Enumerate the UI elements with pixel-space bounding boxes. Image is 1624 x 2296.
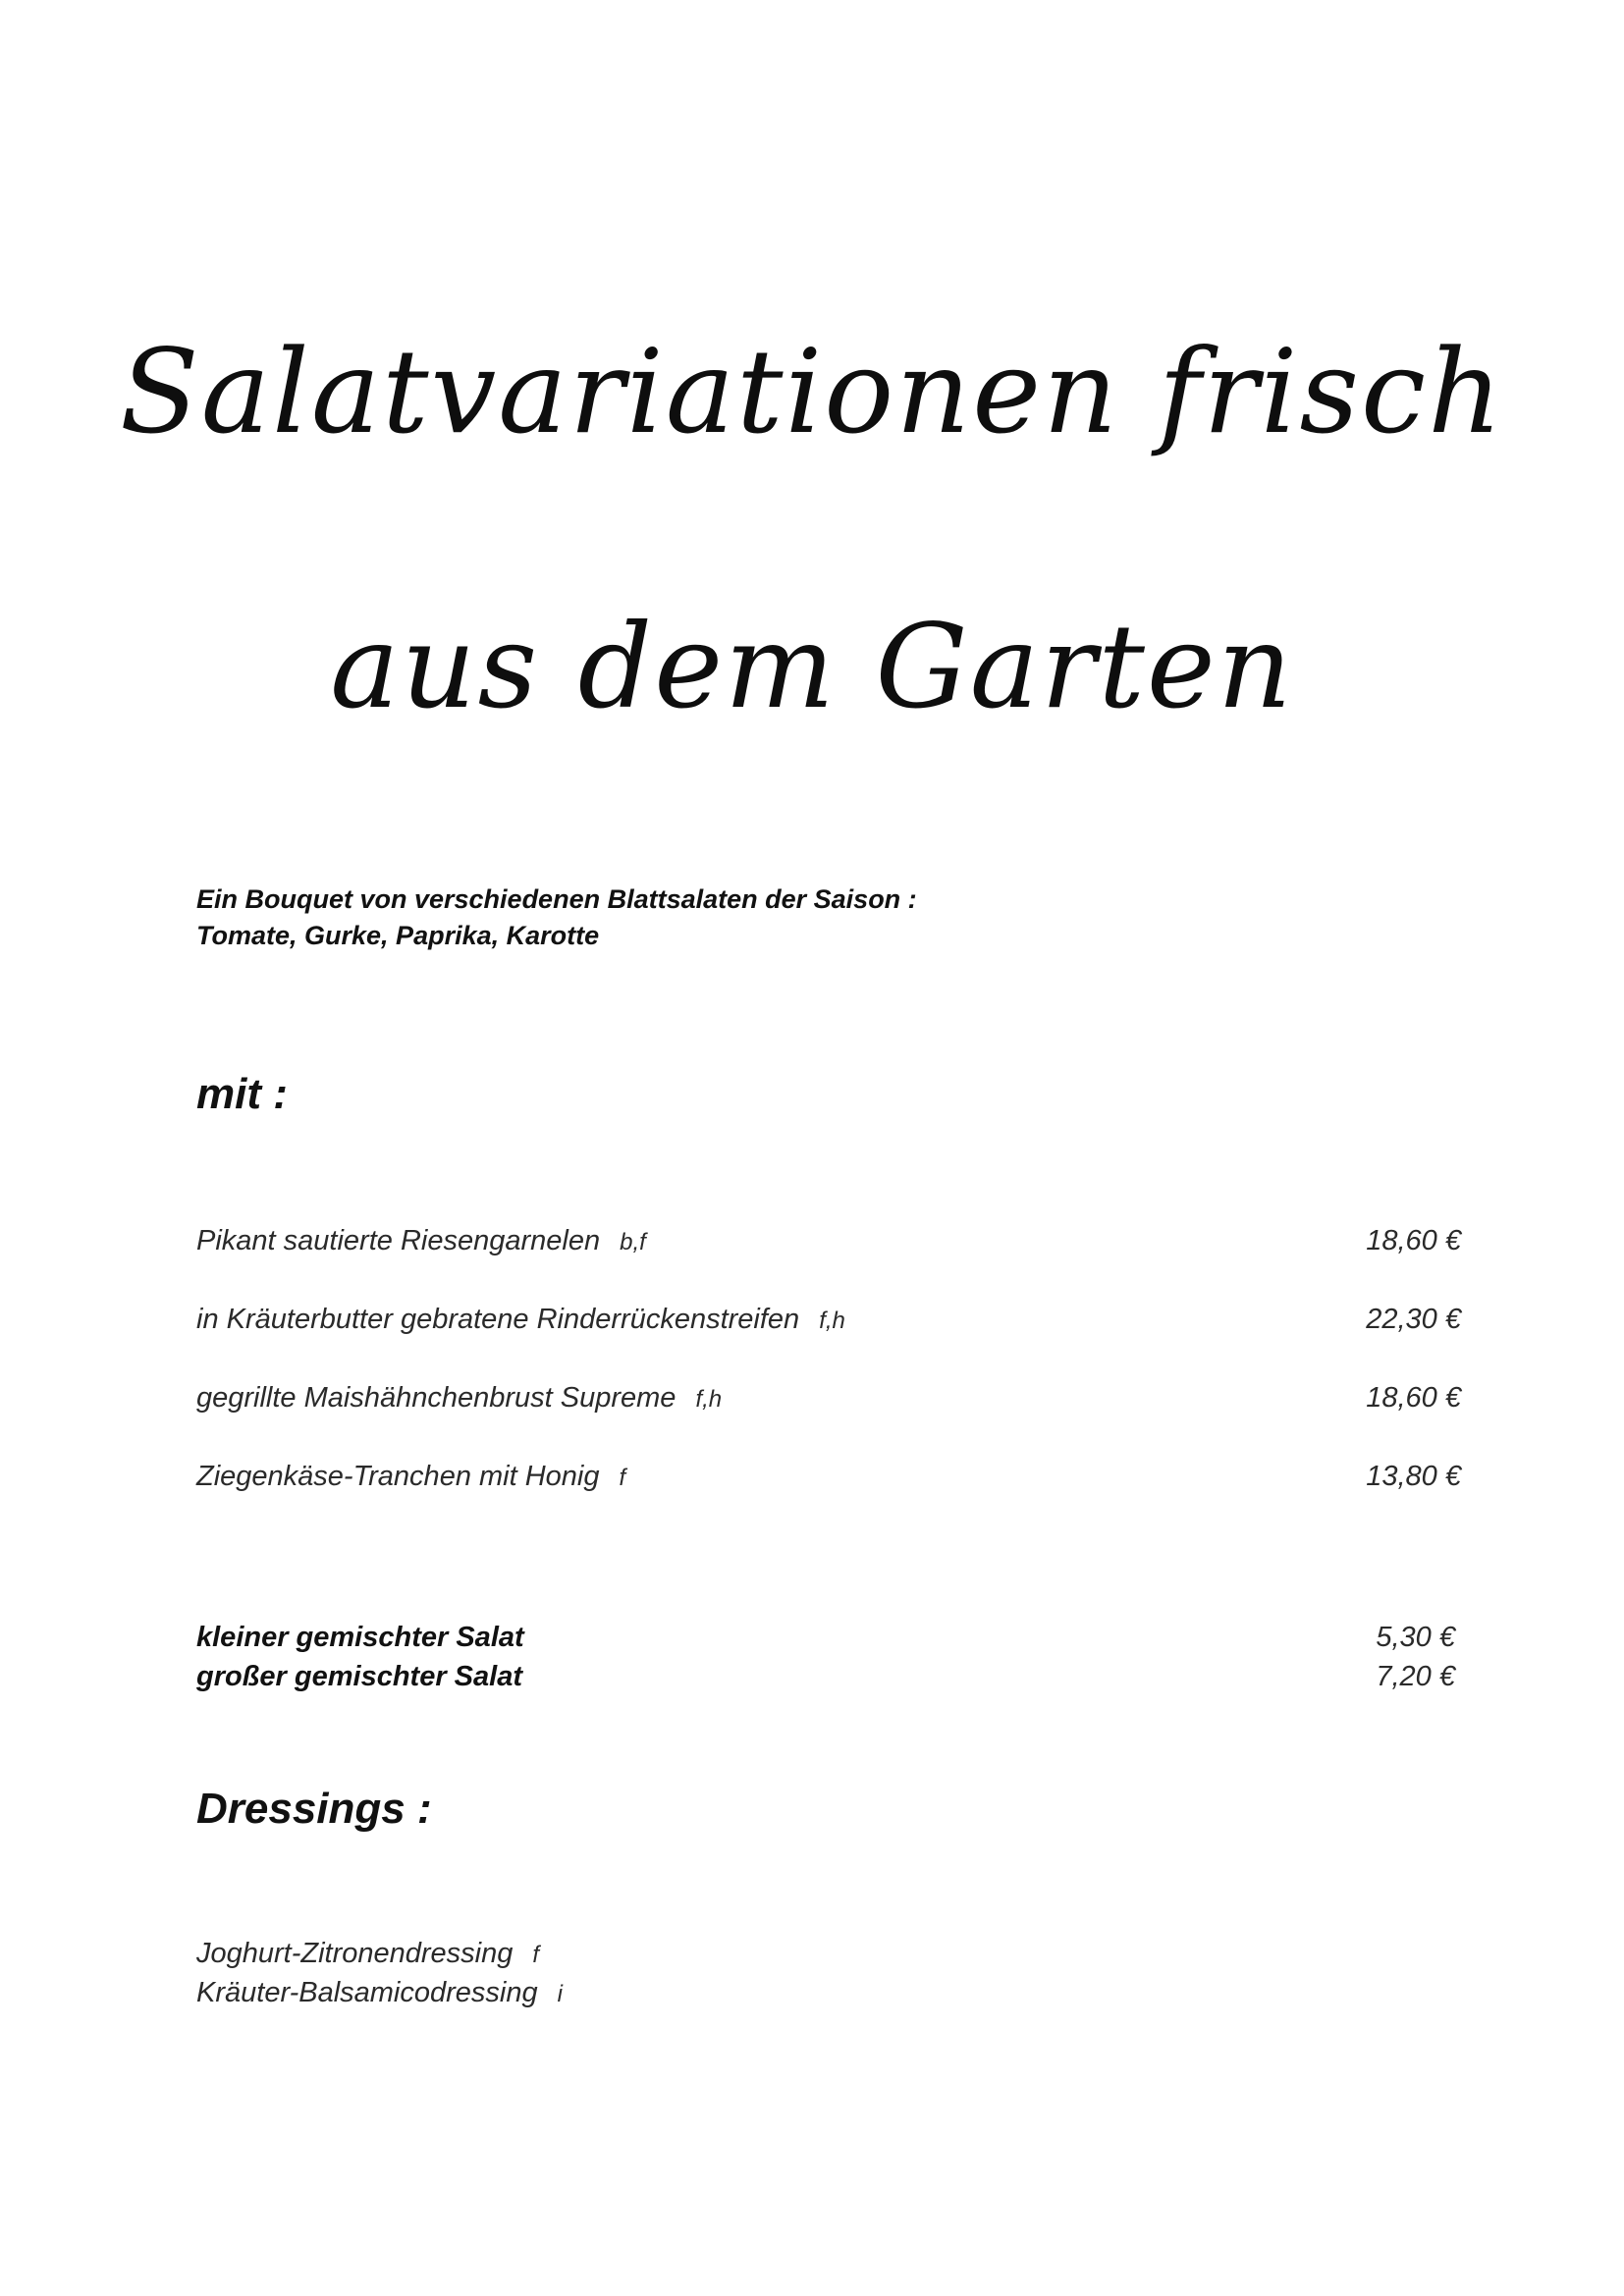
side-salad-name: großer gemischter Salat [196, 1661, 522, 1692]
allergen-codes: f,h [819, 1308, 845, 1334]
side-salad-price: 5,30 € [1376, 1622, 1455, 1653]
mit-heading: mit : [196, 1070, 288, 1118]
menu-item-price: 18,60 € [1366, 1225, 1461, 1256]
menu-item [196, 1225, 1461, 1268]
allergen-codes: f,h [695, 1386, 723, 1413]
menu-item-price: 18,60 € [1366, 1382, 1461, 1414]
side-salad-name: kleiner gemischter Salat [196, 1622, 524, 1653]
intro-line-2: Tomate, Gurke, Paprika, Karotte [196, 921, 600, 950]
menu-item-name: Pikant sautierte Riesengarnelen b,f [196, 1225, 646, 1256]
intro-text [196, 881, 917, 954]
menu-item-price: 22,30 € [1366, 1304, 1461, 1335]
menu-item-name: in Kräuterbutter gebratene Rinderrückenstreifen f,h [196, 1304, 845, 1335]
menu-item [196, 1382, 1461, 1425]
dressing-item [196, 1938, 539, 1977]
side-salad-price: 7,20 € [1376, 1661, 1455, 1692]
intro-line-1: Ein Bouquet von verschiedenen Blattsalaten der Saison : [196, 884, 917, 914]
page-title-line-2: aus dem Garten [330, 599, 1294, 734]
menu-item-name: gegrillte Maishähnchenbrust Supreme f,h [196, 1382, 723, 1414]
allergen-codes: b,f [620, 1229, 646, 1255]
dressings-heading: Dressings : [196, 1785, 432, 1833]
side-salad-row [196, 1661, 1463, 1700]
menu-item [196, 1461, 1461, 1504]
page-title-line-1: Salatvariationen frisch [119, 324, 1505, 459]
allergen-codes: f [619, 1465, 626, 1491]
menu-item-name: Ziegenkäse-Tranchen mit Honig f [196, 1461, 626, 1492]
dressing-item [196, 1977, 563, 2016]
menu-item-price: 13,80 € [1366, 1461, 1461, 1492]
allergen-codes: f [532, 1942, 540, 1968]
dressing-name: Joghurt-Zitronendressing [196, 1938, 514, 1969]
allergen-codes: i [557, 1981, 563, 2007]
side-salad-row [196, 1622, 1463, 1661]
menu-item [196, 1304, 1461, 1347]
dressing-name: Kräuter-Balsamicodressing [196, 1977, 538, 2008]
